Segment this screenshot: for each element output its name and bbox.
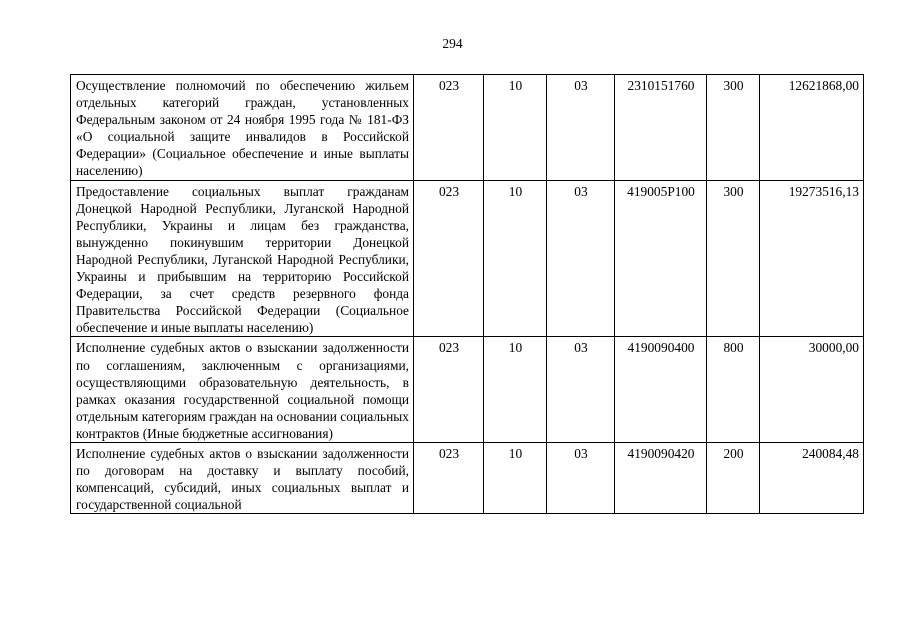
expense-type-code: 300 — [707, 180, 760, 337]
row-description: Исполнение судебных актов о взыскании задолженности по соглашениям, заключенным с организациями, осуществляющими образовательную деятельность, в рамках оказания государственной социальной помощи отдельным категориям граждан на основании социальных контрактов (Иные бюджетные ассигнования) — [71, 337, 414, 443]
ministry-code: 023 — [414, 442, 484, 513]
table-row — [71, 180, 864, 337]
subsection-code: 03 — [547, 75, 615, 181]
amount: 240084,48 — [760, 442, 864, 513]
ministry-code: 023 — [414, 180, 484, 337]
budget-table — [70, 74, 864, 514]
ministry-code: 023 — [414, 75, 484, 181]
target-article-code: 4190090420 — [615, 442, 707, 513]
ministry-code: 023 — [414, 337, 484, 443]
table-row — [71, 75, 864, 181]
amount: 19273516,13 — [760, 180, 864, 337]
expense-type-code: 200 — [707, 442, 760, 513]
table-row — [71, 442, 864, 513]
page-number: 294 — [442, 36, 463, 51]
section-code: 10 — [484, 75, 547, 181]
section-code: 10 — [484, 442, 547, 513]
subsection-code: 03 — [547, 337, 615, 443]
expense-type-code: 300 — [707, 75, 760, 181]
target-article-code: 2310151760 — [615, 75, 707, 181]
table-row — [71, 337, 864, 443]
subsection-code: 03 — [547, 442, 615, 513]
row-description: Осуществление полномочий по обеспечению жильем отдельных категорий граждан, установленных Федеральным законом от 24 ноября 1995 года № 181-ФЗ «О социальной защите инвалидов в Российской Федерации» (Социальное обеспечение и иные выплаты населению) — [71, 75, 414, 181]
target-article-code: 419005P100 — [615, 180, 707, 337]
section-code: 10 — [484, 337, 547, 443]
section-code: 10 — [484, 180, 547, 337]
row-description: Предоставление социальных выплат гражданам Донецкой Народной Республики, Луганской Народной Республики, Украины и лицам без гражданства, вынужденно покинувшим территории Донецкой Народной Республики, Луганской Народной Республики, Украины и прибывшим на территорию Российской Федерации, за счет средств резервного фонда Правительства Российской Федерации (Социальное обеспечение и иные выплаты населению) — [71, 180, 414, 337]
amount: 30000,00 — [760, 337, 864, 443]
row-description: Исполнение судебных актов о взыскании задолженности по договорам на доставку и выплату пособий, компенсаций, субсидий, иных социальных выплат и государственной социальной — [71, 442, 414, 513]
expense-type-code: 800 — [707, 337, 760, 443]
target-article-code: 4190090400 — [615, 337, 707, 443]
amount: 12621868,00 — [760, 75, 864, 181]
subsection-code: 03 — [547, 180, 615, 337]
